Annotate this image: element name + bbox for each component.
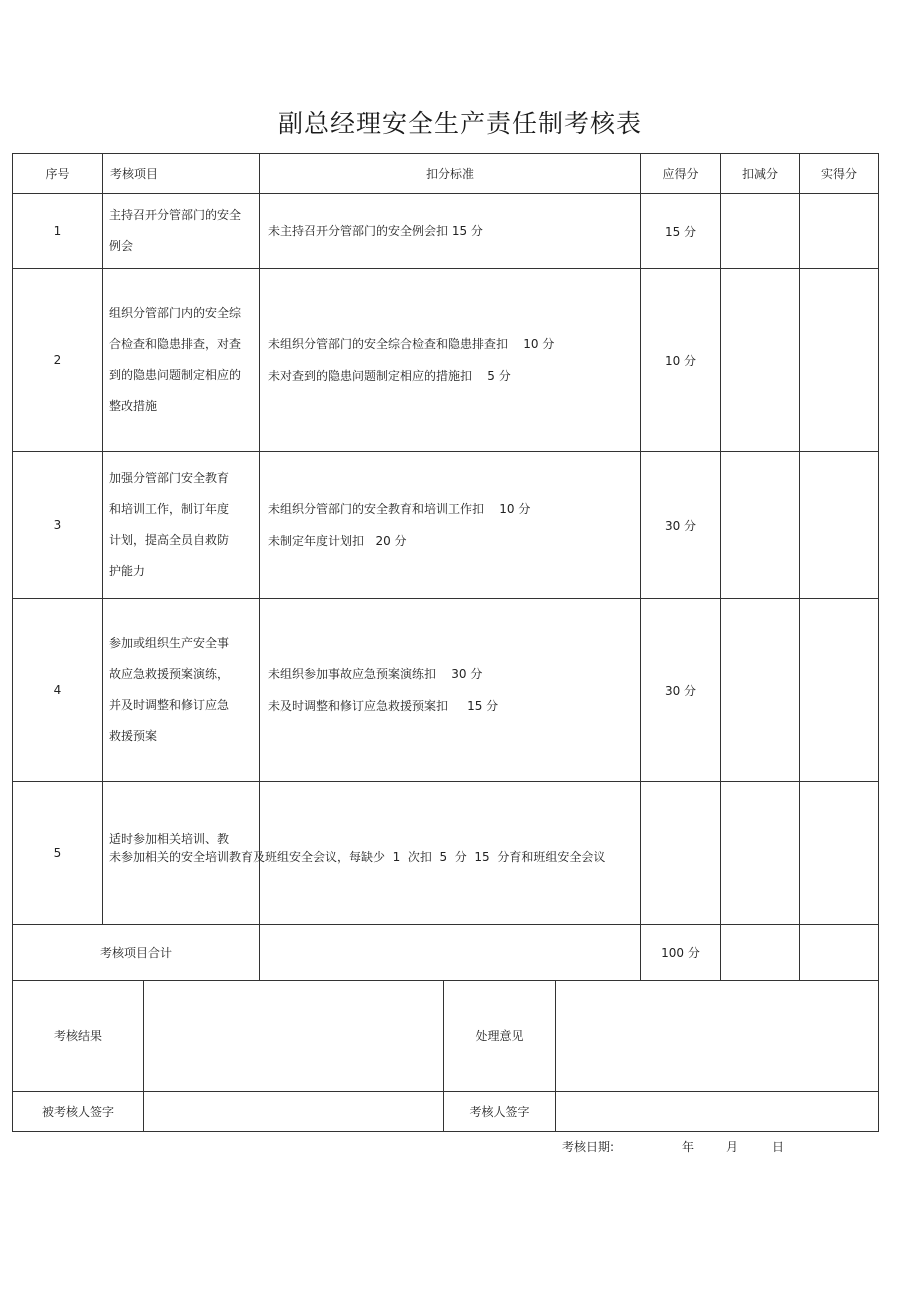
- assessor-sign-field[interactable]: [556, 1091, 879, 1131]
- opinion-label: 处理意见: [444, 980, 556, 1091]
- assessee-sign-field[interactable]: [144, 1091, 444, 1131]
- total-row: [13, 925, 879, 981]
- row-deduct-cell[interactable]: [721, 269, 800, 452]
- signature-row: [13, 1091, 879, 1131]
- row-due: 10 分: [641, 269, 721, 452]
- item-line: 主持召开分管部门的安全: [109, 208, 242, 222]
- row-item: [103, 599, 260, 782]
- row-standard: [260, 599, 641, 782]
- result-label: 考核结果: [13, 980, 144, 1091]
- item-line: 并及时调整和修订应急: [109, 698, 230, 712]
- opinion-field[interactable]: [556, 980, 879, 1091]
- table-row: [13, 599, 879, 782]
- header-deduct: 扣减分: [721, 154, 800, 194]
- header-seq: 序号: [13, 154, 103, 194]
- assessee-sign-label: 被考核人签字: [13, 1091, 144, 1131]
- item-line: 例会: [109, 239, 134, 253]
- standard-line: 未组织参加事故应急预案演练扣 30 分: [268, 667, 483, 681]
- header-standard: 扣分标准: [260, 154, 641, 194]
- table-row: [13, 194, 879, 269]
- item-line: 和培训工作，制订年度: [109, 502, 230, 516]
- result-table: [12, 980, 879, 1132]
- row-deduct-cell[interactable]: [721, 782, 800, 925]
- table-row: [13, 269, 879, 452]
- standard-line: 未组织分管部门的安全综合检查和隐患排查扣 10 分: [268, 337, 555, 351]
- row-due: 15 分: [641, 194, 721, 269]
- row-standard: [260, 452, 641, 599]
- total-due: 100 分: [641, 925, 721, 981]
- row-actual-cell[interactable]: [800, 782, 879, 925]
- row-item: [103, 452, 260, 599]
- result-field[interactable]: [144, 980, 444, 1091]
- row-standard: [260, 194, 641, 269]
- date-label: 考核日期:: [562, 1140, 615, 1154]
- row-due: 30 分: [641, 452, 721, 599]
- row-seq: 1: [13, 194, 103, 269]
- header-row: [13, 154, 879, 194]
- assessment-table: [12, 153, 879, 981]
- item-line: 到的隐患问题制定相应的: [109, 368, 242, 382]
- table-row: [13, 452, 879, 599]
- item-line: 参加或组织生产安全事: [109, 636, 230, 650]
- total-deduct-cell[interactable]: [721, 925, 800, 981]
- date-day: 日: [772, 1140, 785, 1154]
- item-line: 组织分管部门内的安全综: [109, 306, 242, 320]
- row-actual-cell[interactable]: [800, 194, 879, 269]
- row-actual-cell[interactable]: [800, 452, 879, 599]
- row-deduct-cell[interactable]: [721, 194, 800, 269]
- standard-line: 未主持召开分管部门的安全例会扣 15 分: [268, 224, 483, 238]
- row-due: [641, 782, 721, 925]
- result-row: [13, 980, 879, 1091]
- page-title: 副总经理安全生产责任制考核表: [277, 109, 642, 138]
- total-label: 考核项目合计: [13, 925, 260, 981]
- row-seq: 3: [13, 452, 103, 599]
- header-item: 考核项目: [103, 154, 260, 194]
- item-line: 适时参加相关培训、教: [109, 832, 230, 846]
- row-standard: [260, 269, 641, 452]
- item-line: 加强分管部门安全教育: [109, 471, 230, 485]
- row-deduct-cell[interactable]: [721, 452, 800, 599]
- standard-line: 未组织分管部门的安全教育和培训工作扣 10 分: [268, 502, 531, 516]
- item-line: 合检查和隐患排查，对查: [109, 337, 242, 351]
- item-line: 救援预案: [109, 729, 158, 743]
- item-line: 护能力: [109, 564, 146, 578]
- standard-line: 未制定年度计划扣 20 分: [268, 534, 407, 548]
- row-item: [103, 782, 606, 925]
- total-actual-cell[interactable]: [800, 925, 879, 981]
- row-actual-cell[interactable]: [800, 599, 879, 782]
- item-line: 计划，提高全员自救防: [109, 533, 230, 547]
- date-month: 月: [726, 1140, 739, 1154]
- row-actual-cell[interactable]: [800, 269, 879, 452]
- row-seq: 5: [13, 782, 103, 925]
- row-item: [103, 269, 260, 452]
- item-line: 整改措施: [109, 399, 158, 413]
- row-deduct-cell[interactable]: [721, 599, 800, 782]
- table-row: [13, 782, 879, 925]
- item-line: 故应急救援预案演练，: [109, 667, 230, 681]
- row-seq: 4: [13, 599, 103, 782]
- overflow-standard-text: 未参加相关的安全培训教育及班组安全会议，每缺少 1 次扣 5 分 15 分育和班组安全会议: [109, 850, 606, 864]
- standard-line: 未对查到的隐患问题制定相应的措施扣 5 分: [268, 369, 511, 383]
- header-actual: 实得分: [800, 154, 879, 194]
- row-due: 30 分: [641, 599, 721, 782]
- row-seq: 2: [13, 269, 103, 452]
- header-due: 应得分: [641, 154, 721, 194]
- assessor-sign-label: 考核人签字: [444, 1091, 556, 1131]
- date-year: 年: [682, 1140, 695, 1154]
- total-standard: [260, 925, 641, 981]
- row-item: [103, 194, 260, 269]
- standard-line: 未及时调整和修订应急救援预案扣 15 分: [268, 699, 499, 713]
